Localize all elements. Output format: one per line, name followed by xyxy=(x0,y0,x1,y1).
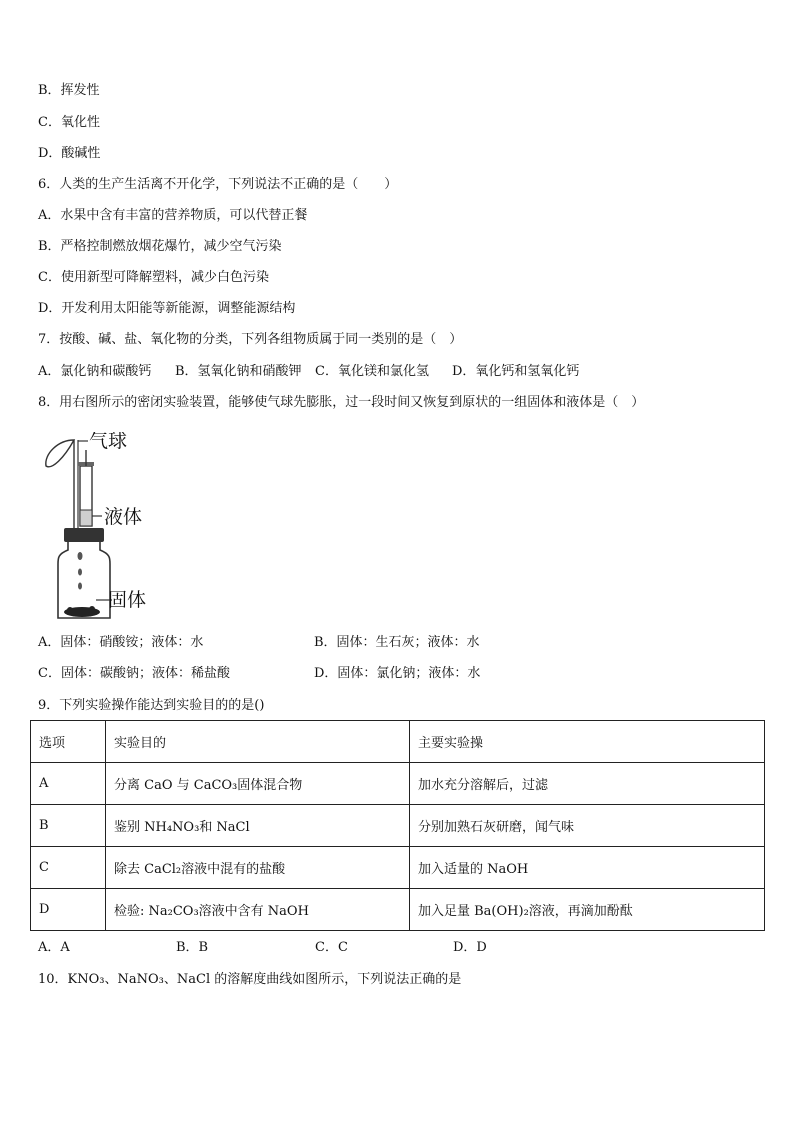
q5-option-d: D．酸碱性 xyxy=(38,146,101,161)
q9-options-row xyxy=(38,939,487,957)
table-cell: 加入适量的 NaOH xyxy=(410,847,765,889)
q9-option-b: B．B xyxy=(176,940,209,955)
table-cell: 加水充分溶解后，过滤 xyxy=(410,763,765,805)
q8-option-d: D．固体：氯化钠；液体：水 xyxy=(314,666,481,681)
q8-option-a: A．固体：硝酸铵；液体：水 xyxy=(38,635,204,650)
table-cell: 检验: Na₂CO₃溶液中含有 NaOH xyxy=(106,889,410,931)
q7-options-row xyxy=(38,363,579,381)
q10-stem: 10．KNO₃、NaNO₃、NaCl 的溶解度曲线如图所示，下列说法正确的是 xyxy=(38,972,462,987)
q6-option-c: C．使用新型可降解塑料，减少白色污染 xyxy=(38,270,269,285)
balloon-shape xyxy=(46,440,74,467)
figure-label-liquid: 液体 xyxy=(104,506,143,528)
table-header-cell: 选项 xyxy=(31,721,106,763)
stopper xyxy=(64,528,104,542)
q7-option-d: D．氧化钙和氢氧化钙 xyxy=(452,364,580,379)
q9-stem: 9．下列实验操作能达到实验目的的是() xyxy=(38,698,265,713)
table-row xyxy=(31,889,765,931)
table-row xyxy=(31,847,765,889)
table-cell: 加入足量 Ba(OH)₂溶液，再滴加酚酞 xyxy=(410,889,765,931)
q9-table xyxy=(30,720,765,931)
table-row xyxy=(31,763,765,805)
table-cell: A xyxy=(31,763,106,805)
q8-option-b: B．固体：生石灰；液体：水 xyxy=(314,635,480,650)
q7-option-b: B．氢氧化钠和硝酸钾 xyxy=(175,364,302,379)
q8-options-row-2 xyxy=(38,665,480,683)
apparatus-figure xyxy=(40,432,170,622)
table-cell: C xyxy=(31,847,106,889)
table-header-row xyxy=(31,721,765,763)
table-row xyxy=(31,805,765,847)
q8-options-row-1 xyxy=(38,634,480,652)
q8-stem: 8．用右图所示的密闭实验装置，能够使气球先膨胀，过一段时间又恢复到原状的一组固体和液体是（ ） xyxy=(38,395,645,410)
q9-option-d: D．D xyxy=(453,940,487,955)
table-cell: 分别加熟石灰研磨，闻气味 xyxy=(410,805,765,847)
q9-option-a: A．A xyxy=(38,940,70,955)
q6-option-d: D．开发利用太阳能等新能源，调整能源结构 xyxy=(38,301,296,316)
figure-label-solid: 固体 xyxy=(108,589,147,611)
table-header-cell: 实验目的 xyxy=(106,721,410,763)
q7-option-a: A．氯化钠和碳酸钙 xyxy=(38,364,152,379)
apparatus-diagram xyxy=(40,432,170,622)
table-cell: D xyxy=(31,889,106,931)
q5-option-b: B．挥发性 xyxy=(38,83,100,98)
q7-option-c: C．氧化镁和氯化氢 xyxy=(315,364,429,379)
q5-option-c: C．氧化性 xyxy=(38,115,100,130)
bottle xyxy=(58,542,110,618)
q8-option-c: C．固体：碳酸钠；液体：稀盐酸 xyxy=(38,666,230,681)
q7-stem: 7．按酸、碱、盐、氧化物的分类，下列各组物质属于同一类别的是（ ） xyxy=(38,332,463,347)
table-cell: B xyxy=(31,805,106,847)
q9-option-c: C．C xyxy=(315,940,348,955)
q6-option-a: A．水果中含有丰富的营养物质，可以代替正餐 xyxy=(38,208,308,223)
table-cell: 鉴别 NH₄NO₃和 NaCl xyxy=(106,805,410,847)
q6-stem: 6．人类的生产生活离不开化学，下列说法不正确的是（ ） xyxy=(38,177,398,192)
figure-label-balloon: 气球 xyxy=(89,432,128,452)
table-header-cell: 主要实验操 xyxy=(410,721,765,763)
table-cell: 除去 CaCl₂溶液中混有的盐酸 xyxy=(106,847,410,889)
q6-option-b: B．严格控制燃放烟花爆竹，减少空气污染 xyxy=(38,239,282,254)
table-cell: 分离 CaO 与 CaCO₃固体混合物 xyxy=(106,763,410,805)
